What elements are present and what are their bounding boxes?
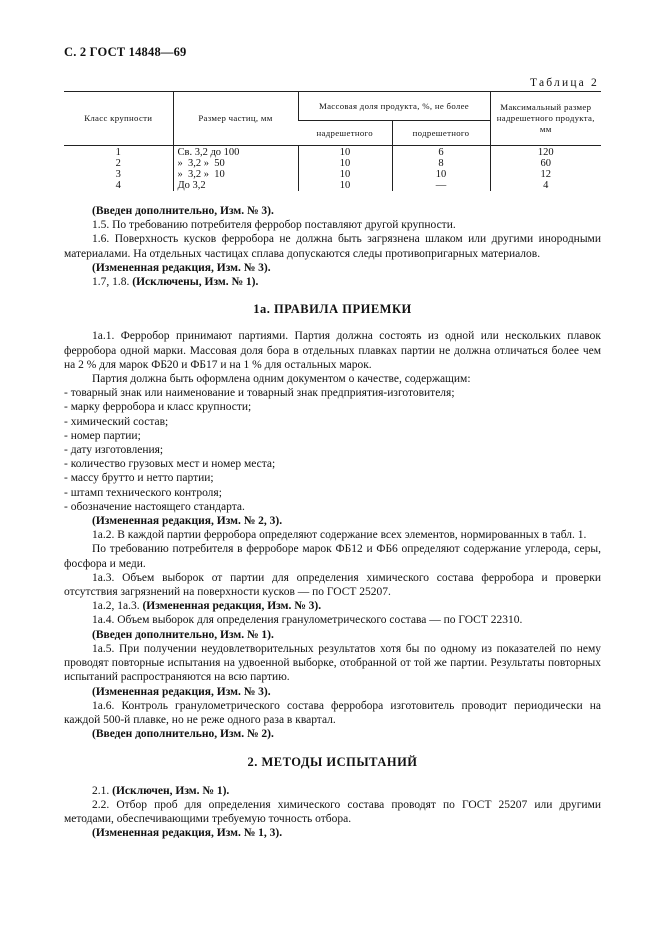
paragraph — [64, 784, 601, 798]
table-row — [64, 146, 601, 159]
amendment-note: (Исключены, Изм. № 1). — [132, 276, 259, 289]
col-size-header: Размер частиц, мм — [173, 92, 298, 146]
paragraph: 1а.1. Ферробор принимают партиями. Партия должна состоять из одной или нескольких плавок ферробора одной марки. Массовая доля бора в отдельных плавках партии не должна отличаться более чем на 2 % для марок ФБ20 и ФБ17 и на 1 % для остальных марок. — [64, 330, 601, 371]
paragraph: Партия должна быть оформлена одним документом о качестве, содержащим: — [92, 373, 471, 386]
cell-max: 120 — [490, 146, 601, 159]
cell-below: 8 — [392, 158, 490, 169]
table-row — [64, 169, 601, 180]
cell-max: 12 — [490, 169, 601, 180]
col-class-header: Класс крупности — [64, 92, 173, 146]
amendment-note: (Исключен, Изм. № 1). — [112, 784, 230, 797]
list-item: - номер партии; — [64, 429, 141, 442]
list-item: - штамп технического контроля; — [64, 486, 222, 499]
paragraph: 1а.6. Контроль гранулометрического состава ферробора изготовитель проводит периодически на каждой 500-й плавке, но не реже одного раза в квартал. — [64, 699, 601, 726]
paragraph: 1.5. По требованию потребителя ферробор поставляют другой крупности. — [92, 219, 456, 232]
section-heading: 1а. ПРАВИЛА ПРИЕМКИ — [253, 302, 412, 317]
paragraph: 1а.4. Объем выборок для определения гранулометрического состава — по ГОСТ 22310. — [92, 614, 523, 627]
amendment-note: (Введен дополнительно, Изм. № 1). — [92, 628, 274, 641]
paragraph: 1а.3. Объем выборок от партии для определения химического состава ферробора и проверки отсутствия загрязнений на поверхности кусков — по ГОСТ 25207. — [64, 571, 601, 599]
cell-class: 3 — [115, 169, 121, 180]
table-caption: Таблица 2 — [530, 77, 599, 89]
cell-size: До 3,2 — [173, 180, 298, 191]
document-body — [64, 204, 601, 840]
cell-class: 4 — [115, 180, 121, 191]
list-item: - дату изготовления; — [64, 444, 164, 457]
paragraph — [64, 599, 601, 613]
col-max-header: Максимальный размер надрешетного продукта, мм — [490, 92, 601, 146]
col-below-header: подрешетного — [392, 121, 490, 146]
paragraph: 2.2. Отбор проб для определения химического состава проводят по ГОСТ 25207 или другими методами, обеспечивающими требуемую точность отбора. — [64, 798, 601, 825]
cell-below: 10 — [392, 169, 490, 180]
list-item: - марку ферробора и класс крупности; — [64, 401, 252, 414]
paragraph: 1.6. Поверхность кусков ферробора не должна быть загрязнена шлаком или другими инородными материалами. На отдельных частицах сплава допускаются следы противопригарных материалов. — [64, 233, 601, 260]
table-row — [64, 158, 601, 169]
cell-size: Св. 3,2 до 100 — [173, 146, 298, 159]
cell-below: — — [392, 180, 490, 191]
col-mass-group-header: Массовая доля продукта, %, не более — [298, 92, 490, 121]
paragraph: По требованию потребителя в ферроборе марок ФБ12 и ФБ6 определяют содержание углерода, серы, фосфора и меди. — [64, 543, 601, 570]
cell-size: » 3,2 » 10 — [173, 169, 298, 180]
table-2 — [64, 91, 601, 191]
clause-number: 2.1. — [92, 784, 113, 797]
cell-above: 10 — [298, 146, 392, 159]
amendment-note: (Введен дополнительно, Изм. № 2). — [92, 728, 274, 741]
list-item: - химический состав; — [64, 415, 169, 428]
page-header: С. 2 ГОСТ 14848—69 — [64, 45, 187, 59]
clause-number: 1.7, 1.8. — [92, 276, 133, 289]
table-row — [64, 180, 601, 191]
amendment-note: (Измененная редакция, Изм. № 3). — [92, 261, 271, 274]
list-item: - количество грузовых мест и номер места; — [64, 458, 276, 471]
paragraph — [64, 275, 601, 289]
cell-above: 10 — [298, 169, 392, 180]
cell-below: 6 — [392, 146, 490, 159]
paragraph: 1а.2. В каждой партии ферробора определяют содержание всех элементов, нормированных в табл. 1. — [92, 529, 587, 542]
amendment-note: (Измененная редакция, Изм. № 3). — [142, 600, 322, 613]
list-item: - обозначение настоящего стандарта. — [64, 500, 245, 513]
cell-class: 1 — [115, 147, 121, 158]
amendment-note: (Измененная редакция, Изм. № 3). — [92, 685, 271, 698]
cell-above: 10 — [298, 180, 392, 191]
paragraph: 1а.5. При получении неудовлетворительных результатов хотя бы по одному из показателей по нему проводят повторные испытания на удвоенной выборке, отобранной от той же партии. Результаты повторных испытаний распространяются на всю партию. — [64, 642, 601, 684]
cell-max: 4 — [490, 180, 601, 191]
clause-number: 1а.2, 1а.3. — [92, 600, 143, 613]
cell-above: 10 — [298, 158, 392, 169]
list-item: - массу брутто и нетто партии; — [64, 472, 214, 485]
amendment-note: (Измененная редакция, Изм. № 1, 3). — [92, 827, 283, 840]
amendment-note: (Измененная редакция, Изм. № 2, 3). — [92, 515, 283, 528]
section-heading: 2. МЕТОДЫ ИСПЫТАНИЙ — [247, 755, 418, 770]
cell-size: » 3,2 » 50 — [173, 158, 298, 169]
cell-class: 2 — [115, 158, 121, 169]
list-item: - товарный знак или наименование и товарный знак предприятия-изготовителя; — [64, 387, 455, 400]
col-above-header: надрешетного — [298, 121, 392, 146]
amendment-note: (Введен дополнительно, Изм. № 3). — [92, 205, 274, 217]
cell-max: 60 — [490, 158, 601, 169]
